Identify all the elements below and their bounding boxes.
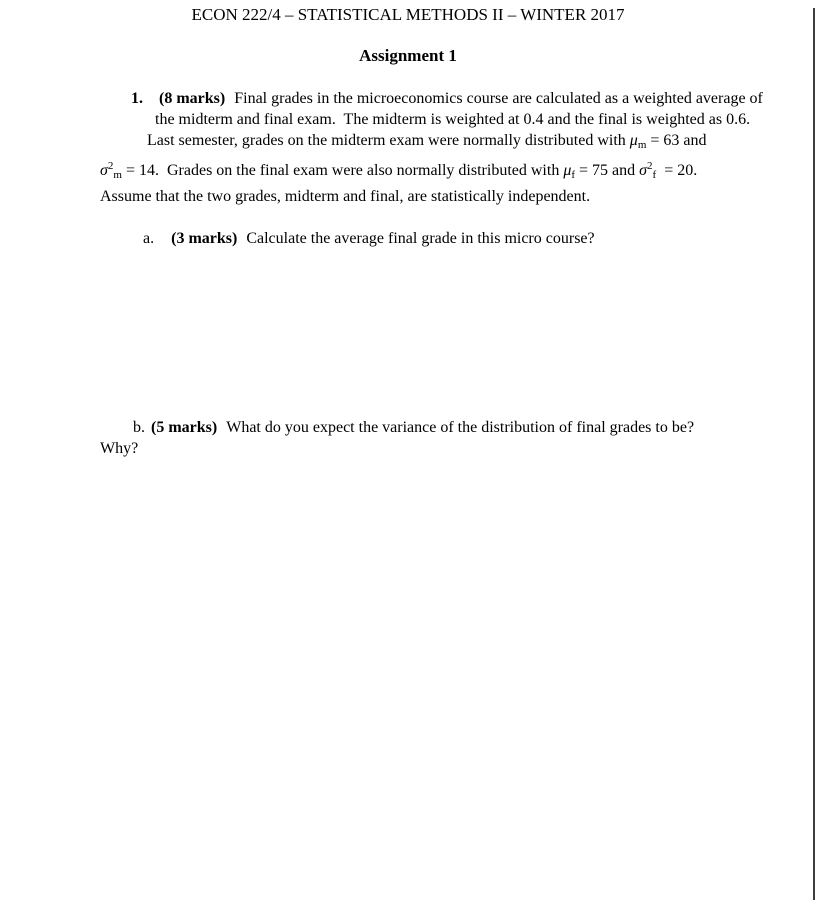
part-a-number: a. [143, 230, 155, 247]
mu-symbol: μ [563, 162, 572, 179]
page-right-edge-line [813, 8, 815, 900]
superscript-2: 2 [107, 160, 114, 172]
q1-line-4-text-a: = 14. Grades on the final exam were also normally distributed with [121, 162, 564, 179]
sigma-symbol: σ [639, 162, 648, 179]
q1-line-1 [0, 88, 816, 109]
part-a-line [0, 228, 816, 249]
q1-line-2-text: the midterm and final exam. The midterm is weighted at 0.4 and the final is weighted as 0.6. [155, 111, 751, 128]
assignment-title: Assignment 1 [359, 46, 457, 65]
q1-line-3-value: = 63 and [646, 132, 707, 149]
subscript-m: m [113, 169, 122, 181]
part-a-text: Calculate the average final grade in this micro course? [246, 230, 595, 247]
q1-line-4-text-b: = 75 and [575, 162, 640, 179]
q1-marks-label: (8 marks) [159, 90, 226, 107]
part-b-text: What do you expect the variance of the distribution of final grades to be? [226, 419, 695, 436]
q1-line-4-text-c: = 20. [656, 162, 698, 179]
part-b-number: b. [133, 419, 145, 436]
subscript-m: m [637, 139, 647, 151]
question-1-block [0, 88, 816, 207]
mu-symbol: μ [629, 132, 638, 149]
q1-line-4 [0, 156, 816, 186]
q1-line-3 [0, 130, 816, 156]
part-a-marks-label: (3 marks) [171, 230, 238, 247]
part-b-line [0, 417, 816, 438]
q1-line-5 [0, 186, 816, 207]
subscript-f: f [652, 169, 657, 181]
part-b-marks-label: (5 marks) [151, 419, 218, 436]
q1-line-5-text: Assume that the two grades, midterm and final, are statistically independent. [100, 188, 591, 205]
q1-line-3-text: Last semester, grades on the midterm exam were normally distributed with [147, 132, 630, 149]
sigma-symbol: σ [100, 162, 108, 179]
part-b-why-text: Why? [100, 440, 139, 457]
superscript-2: 2 [647, 160, 653, 172]
subscript-f: f [571, 169, 576, 181]
q1-line-2 [0, 109, 816, 130]
course-title: ECON 222/4 – STATISTICAL METHODS II – WINTER 2017 [191, 5, 625, 24]
q1-number: 1. [131, 90, 143, 107]
q1-line-1-text: Final grades in the microeconomics course are calculated as a weighted average of [234, 90, 763, 107]
part-b-line-2 [0, 438, 816, 459]
